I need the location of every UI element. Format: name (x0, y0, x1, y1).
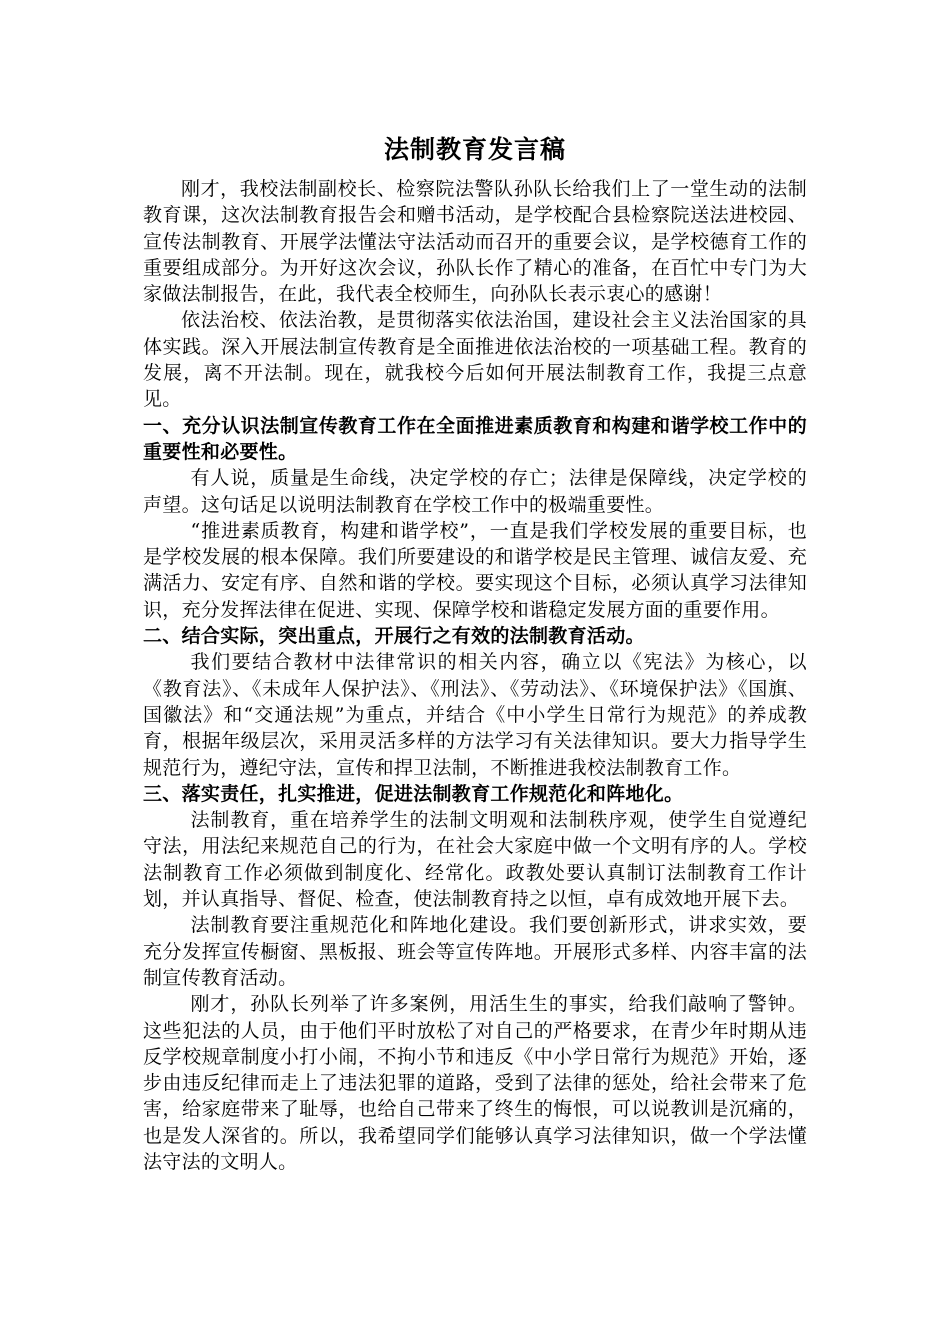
document-body (143, 128, 807, 1175)
paragraph-quality-lifeline: 有人说，质量是生命线，决定学校的存亡；法律是保障线，决定学校的声望。这句话足以说明法制教育在学校工作中的极端重要性。 (143, 467, 807, 516)
paragraph-standardization: 法制教育要注重规范化和阵地化建设。我们要创新形式，讲求实效，要充分发挥宣传橱窗、黑板报、班会等宣传阵地。开展形式多样、内容丰富的法制宣传教育活动。 (143, 914, 807, 989)
section-heading-1: 一、充分认识法制宣传教育工作在全面推进素质教育和构建和谐学校工作中的重要性和必要性。 (143, 414, 807, 463)
section-heading-2: 二、结合实际，突出重点，开展行之有效的法制教育活动。 (143, 625, 645, 648)
paragraph-harmonious-school: “推进素质教育，构建和谐学校”，一直是我们学校发展的重要目标，也是学校发展的根本保障。我们所要建设的和谐学校是民主管理、诚信友爱、充满活力、安定有序、自然和谐的学校。要实现这个目标，必须认真学习法律知识，充分发挥法律在促进、实现、保障学校和谐稳定发展方面的重要作用。 (143, 519, 807, 621)
paragraph-legal-education-goals: 法制教育，重在培养学生的法制文明观和法制秩序观，使学生自觉遵纪守法，用法纪来规范自己的行为，在社会大家庭中做一个文明有序的人。学校法制教育工作必须做到制度化、经常化。政教处要认真制订法制教育工作计划，并认真指导、督促、检查，使法制教育持之以恒，卓有成效地开展下去。 (143, 809, 807, 911)
paragraph-rule-of-law: 依法治校、依法治教，是贯彻落实依法治国，建设社会主义法治国家的具体实践。深入开展法制宣传教育是全面推进依法治校的一项基础工程。教育的发展，离不开法制。现在，就我校今后如何开展法制教育工作，我提三点意见。 (143, 309, 807, 411)
paragraph-closing: 刚才，孙队长列举了许多案例，用活生生的事实，给我们敲响了警钟。这些犯法的人员，由于他们平时放松了对自己的严格要求，在青少年时期从违反学校规章制度小打小闹，不拘小节和违反《中小学日常行为规范》开始，逐步由违反纪律而走上了违法犯罪的道路，受到了法律的惩处，给社会带来了危害，给家庭带来了耻辱，也给自己带来了终生的悔恨，可以说教训是沉痛的，也是发人深省的。所以，我希望同学们能够认真学习法律知识，做一个学法懂法守法的文明人。 (143, 993, 807, 1173)
paragraph-opening: 刚才，我校法制副校长、检察院法警队孙队长给我们上了一堂生动的法制教育课，这次法制教育报告会和赠书活动，是学校配合县检察院送法进校园、宣传法制教育、开展学法懂法守法活动而召开的重要会议，是学校德育工作的重要组成部分。为开好这次会议，孙队长作了精心的准备，在百忙中专门为大家做法制报告，在此，我代表全校师生，向孙队长表示衷心的感谢！ (143, 178, 807, 306)
document-title: 法制教育发言稿 (383, 135, 566, 164)
paragraph-curriculum-laws: 我们要结合教材中法律常识的相关内容，确立以《宪法》为核心，以《教育法》、《未成年人保护法》、《刑法》、《劳动法》、《环境保护法》《国旗、国徽法》和“交通法规”为重点，并结合《中小学生日常行为规范》的养成教育，根据年级层次，采用灵活多样的方法学习有关法律知识。要大力指导学生规范行为，遵纪守法，宣传和捍卫法制，不断推进我校法制教育工作。 (143, 651, 807, 779)
section-heading-3: 三、落实责任，扎实推进，促进法制教育工作规范化和阵地化。 (143, 782, 684, 805)
